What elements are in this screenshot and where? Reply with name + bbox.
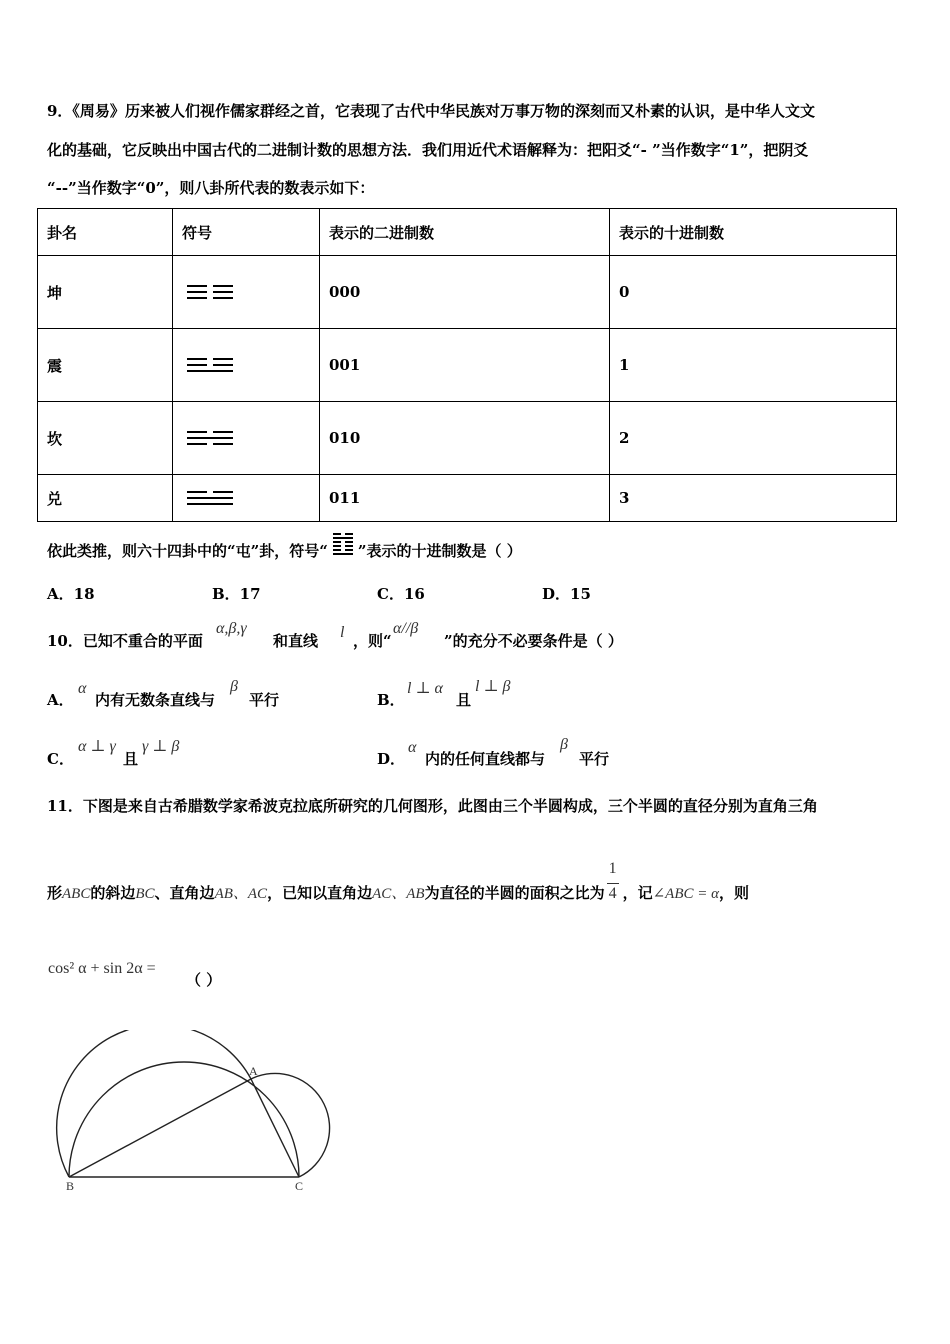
q10-option-a-label: A． [47,691,74,709]
bagua-table [37,208,897,522]
q10-d-math-1: α [408,739,417,756]
row-name: 兑 [38,475,173,522]
q10-stem-b: 和直线 [273,632,319,650]
q10-planes: α,β,γ [216,620,247,637]
q11-text: 、直角边 [154,884,215,902]
q9-question-pre: 依此类推，则六十四卦中的“屯”卦，符号“ [47,542,328,560]
q11-line-1: 11．下图是来自古希腊数学家希波克拉底所研究的几何图形，此图由三个半圆构成，三个半圆的直径分别为直角三角 [47,797,818,815]
fraction-denominator: 4 [608,885,617,902]
q9-question-post: ”表示的十进制数是（ ） [357,542,522,560]
q10-d-math-2: β [560,736,568,753]
q10-stem-c: ，则“ [353,632,392,650]
segment-ab [69,1079,251,1177]
q10-stem-a: 10．已知不重合的平面 [47,632,203,650]
q10-a-text-1: 内有无数条直线与 [95,691,216,709]
hippocrates-figure [55,1030,335,1195]
trigram-zhen-symbol [173,329,320,402]
hexagram-zhun-symbol [332,538,354,562]
q11-math-angle: ∠ABC = α [652,886,720,902]
q9-option-a: A．18 [47,585,95,603]
q10-b-text-1: 且 [456,691,472,709]
label-b: B [66,1179,75,1193]
q10-a-math-2: β [230,678,238,695]
q9-option-c: C．16 [377,585,425,603]
row-binary: 010 [320,402,610,475]
q11-math-ac-ab: AC、AB [372,886,425,902]
label-c: C [295,1179,304,1193]
header-symbol: 符号 [173,209,320,256]
q11-expression: cos² α + sin 2α = [48,960,156,977]
q10-stem-d: ”的充分不必要条件是（ ） [444,632,623,650]
row-decimal: 2 [610,402,897,475]
q10-b-math-2: l ⊥ β [475,678,511,695]
trigram-dui-symbol [173,475,320,522]
table-row [38,256,897,329]
q9-line-3: “--”当作数字“0”，则八卦所代表的数表示如下： [47,179,375,197]
trigram-kun-symbol [173,256,320,329]
q9-option-d: D．15 [542,585,591,603]
q11-line-2 [47,860,750,904]
q9-line-2: 化的基础，它反映出中国古代的二进制计数的思想方法．我们用近代术语解释为：把阳爻“- ”当作数字“1”，把阴爻 [47,141,809,159]
semicircle-bc [69,1062,299,1177]
q10-option-c-label: C． [47,750,74,768]
q9-question [47,538,522,562]
row-name: 震 [38,329,173,402]
row-binary: 000 [320,256,610,329]
q11-fraction [605,860,623,903]
row-decimal: 0 [610,256,897,329]
q9-option-b: B．17 [212,585,261,603]
q11-text: ，则 [719,884,750,902]
segment-ac [251,1079,299,1177]
q11-text: 的斜边 [90,884,136,902]
q10-line-l: l [340,624,345,641]
table-row [38,329,897,402]
q10-c-text-1: 且 [123,750,139,768]
table-header-row [38,209,897,256]
row-name: 坎 [38,402,173,475]
q11-blank: （ ） [186,971,222,989]
q10-a-math-1: α [78,680,87,697]
semicircle-ac [251,1073,330,1177]
q10-c-math-2: γ ⊥ β [142,738,180,755]
q11-text: 形 [47,884,63,902]
q11-math-ab-ac: AB、AC [214,886,268,902]
q11-text: 为直径的半圆的面积之比为 [424,884,605,902]
q11-math-abc: ABC [62,886,91,902]
q10-condition: α//β [393,620,419,637]
q10-option-d-label: D． [377,750,406,768]
q10-b-math-1: l ⊥ α [407,680,443,697]
header-name: 卦名 [38,209,173,256]
q11-text: ，已知以直角边 [267,884,373,902]
row-name: 坤 [38,256,173,329]
fraction-numerator: 1 [608,860,617,877]
q10-d-text-2: 平行 [579,750,610,768]
row-binary: 011 [320,475,610,522]
label-a: A [249,1064,258,1078]
table-row [38,475,897,522]
header-binary: 表示的二进制数 [320,209,610,256]
table-row [38,402,897,475]
row-decimal: 3 [610,475,897,522]
row-binary: 001 [320,329,610,402]
q10-option-b-label: B． [377,691,405,709]
q9-line-1: 9．《周易》历来被人们视作儒家群经之首，它表现了古代中华民族对万事万物的深刻而又朴素的认识，是中华人文文 [47,102,815,120]
trigram-kan-symbol [173,402,320,475]
q10-c-math-1: α ⊥ γ [78,738,116,755]
q10-d-text-1: 内的任何直线都与 [425,750,546,768]
q10-a-text-2: 平行 [249,691,280,709]
q11-text: ，记 [622,884,653,902]
q11-math-bc: BC [135,886,155,902]
row-decimal: 1 [610,329,897,402]
semicircle-ab [57,1030,251,1177]
header-decimal: 表示的十进制数 [610,209,897,256]
